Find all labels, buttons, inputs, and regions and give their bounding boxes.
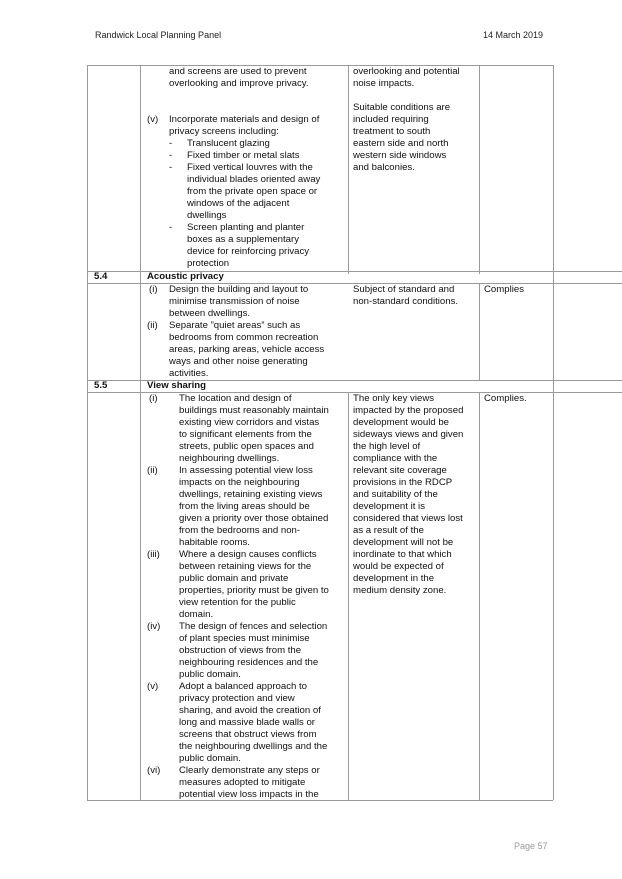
control-text-line: areas, parking areas, vehicle access [169, 344, 325, 355]
comment-text-line: western side windows [353, 150, 447, 161]
control-text-line: long and massive blade walls or [179, 717, 315, 728]
section-number: 5.5 [94, 380, 108, 391]
item-number: (i) [149, 284, 158, 295]
comment-text-line: noise impacts. [353, 78, 415, 89]
compliance-status: Complies. [484, 393, 527, 404]
comment-text-line: development will not be [353, 537, 454, 548]
control-text-line: streets, public open spaces and [179, 441, 314, 452]
control-text-line: minimise transmission of noise [169, 296, 300, 307]
control-text-line: public domain and private [179, 573, 289, 584]
item-number: (vi) [147, 765, 161, 776]
comment-text-line: and suitability of the [353, 489, 438, 500]
header-date: 14 March 2019 [483, 30, 544, 40]
control-text-line: dwellings, retaining existing views [179, 489, 323, 500]
item-number: (iii) [147, 549, 160, 560]
bullet-text-line: Fixed timber or metal slats [187, 150, 300, 161]
comment-text-line: and balconies. [353, 162, 415, 173]
control-text-line: buildings must reasonably maintain [179, 405, 329, 416]
comment-text-line: relevant site coverage [353, 465, 447, 476]
control-text-line: properties, priority must be given to [179, 585, 329, 596]
control-text-line: obstruction of views from the [179, 645, 302, 656]
bullet-text-line: from the private open space or [187, 186, 318, 197]
header-panel-name: Randwick Local Planning Panel [95, 30, 222, 40]
control-text-line: of plant species must minimise [179, 633, 310, 644]
table-border-bottom [87, 800, 553, 801]
page-number: Page 57 [514, 841, 548, 851]
section-number: 5.4 [94, 271, 108, 282]
control-text-line: habitable rooms. [179, 537, 250, 548]
control-text-line: domain. [179, 609, 214, 620]
bullet-dash: - [169, 162, 173, 173]
item-number: (v) [147, 681, 159, 692]
comment-text-line: considered that views lost [353, 513, 463, 524]
control-text-line: The location and design of [179, 393, 292, 404]
table-border-right [553, 65, 554, 800]
comment-text-line: as a result of the [353, 525, 424, 536]
control-text-line: Design the building and layout to [169, 284, 309, 295]
comment-text-line: provisions in the RDCP [353, 477, 453, 488]
control-text-line: the neighbouring dwellings and the [179, 741, 328, 752]
comment-text-line: compliance with the [353, 453, 438, 464]
control-text-line: from the living areas should be [179, 501, 310, 512]
control-text-line: potential view loss impacts in the [179, 789, 319, 800]
bullet-dash: - [169, 150, 173, 161]
control-text-line: public domain. [179, 753, 241, 764]
section-title: Acoustic privacy [147, 271, 224, 282]
control-text-line: to significant elements from the [179, 429, 312, 440]
control-text-line: view retention for the public [179, 597, 296, 608]
bullet-text-line: Screen planting and planter [187, 222, 305, 233]
comment-text-line: development it is [353, 501, 425, 512]
control-text-line: from the bedrooms and non- [179, 525, 301, 536]
compliance-status: Complies [484, 284, 524, 295]
bullet-text-line: dwellings [187, 210, 227, 221]
column-divider-3 [479, 393, 480, 800]
bullet-text-line: boxes as a supplementary [187, 234, 299, 245]
comment-text-line: the high level of [353, 441, 421, 452]
bullet-text-line: Translucent glazing [187, 138, 270, 149]
comment-text-line: inordinate to that which [353, 549, 452, 560]
control-text-line: bedrooms from common recreation [169, 332, 319, 343]
comment-text-line: overlooking and potential [353, 66, 460, 77]
item-number: (iv) [147, 621, 161, 632]
bullet-text-line: individual blades oriented away [187, 174, 321, 185]
column-divider-2 [348, 393, 349, 800]
control-text-line: Clearly demonstrate any steps or [179, 765, 320, 776]
column-divider-3 [479, 65, 480, 274]
item-number: (v) [147, 114, 159, 125]
control-text-line: Where a design causes conflicts [179, 549, 317, 560]
control-text-line: measures adopted to mitigate [179, 777, 306, 788]
control-text-line: Incorporate materials and design of [169, 114, 320, 125]
column-divider-2 [348, 65, 349, 274]
table-border-left [87, 65, 88, 800]
comment-text-line: non-standard conditions. [353, 296, 459, 307]
column-divider-1 [140, 65, 141, 800]
bullet-dash: - [169, 138, 173, 149]
comment-text-line: sideways views and given [353, 429, 464, 440]
comment-text-line: development would be [353, 417, 450, 428]
bullet-text-line: protection [187, 258, 230, 269]
control-text-line: screens that obstruct views from [179, 729, 317, 740]
comment-text-line: would be expected of [353, 561, 444, 572]
comment-text-line: impacted by the proposed [353, 405, 464, 416]
bullet-text-line: windows of the adjacent [187, 198, 290, 209]
control-text-line: overlooking and improve privacy. [169, 78, 309, 89]
control-text-line: sharing, and avoid the creation of [179, 705, 321, 716]
control-text-line: In assessing potential view loss [179, 465, 313, 476]
comment-text-line: medium density zone. [353, 585, 447, 596]
item-number: (ii) [147, 465, 158, 476]
control-text-line: activities. [169, 368, 209, 379]
control-text-line: and screens are used to prevent [169, 66, 307, 77]
control-text-line: public domain. [179, 669, 241, 680]
bullet-text-line: Fixed vertical louvres with the [187, 162, 313, 173]
column-divider-3 [479, 283, 480, 381]
control-text-line: between dwellings. [169, 308, 251, 319]
control-text-line: ways and other noise generating [169, 356, 308, 367]
table-border-top [87, 65, 553, 66]
comment-text-line: eastern side and north [353, 138, 449, 149]
control-text-line: Separate ”quiet areas” such as [169, 320, 301, 331]
comment-text-line: Subject of standard and [353, 284, 455, 295]
item-number: (i) [149, 393, 158, 404]
control-text-line: given a priority over those obtained [179, 513, 329, 524]
bullet-dash: - [169, 222, 173, 233]
control-text-line: neighbouring dwellings. [179, 453, 280, 464]
comment-text-line: included requiring [353, 114, 429, 125]
bullet-text-line: device for reinforcing privacy [187, 246, 310, 257]
control-text-line: impacts on the neighbouring [179, 477, 300, 488]
control-text-line: privacy protection and view [179, 693, 295, 704]
comment-text-line: treatment to south [353, 126, 431, 137]
section-title: View sharing [147, 380, 207, 391]
control-text-line: neighbouring residences and the [179, 657, 319, 668]
control-text-line: The design of fences and selection [179, 621, 328, 632]
control-text-line: privacy screens including: [169, 126, 279, 137]
item-number: (ii) [147, 320, 158, 331]
control-text-line: Adopt a balanced approach to [179, 681, 308, 692]
control-text-line: between retaining views for the [179, 561, 312, 572]
control-text-line: existing view corridors and vistas [179, 417, 320, 428]
comment-text-line: development in the [353, 573, 435, 584]
comment-text-line: The only key views [353, 393, 435, 404]
comment-text-line: Suitable conditions are [353, 102, 451, 113]
